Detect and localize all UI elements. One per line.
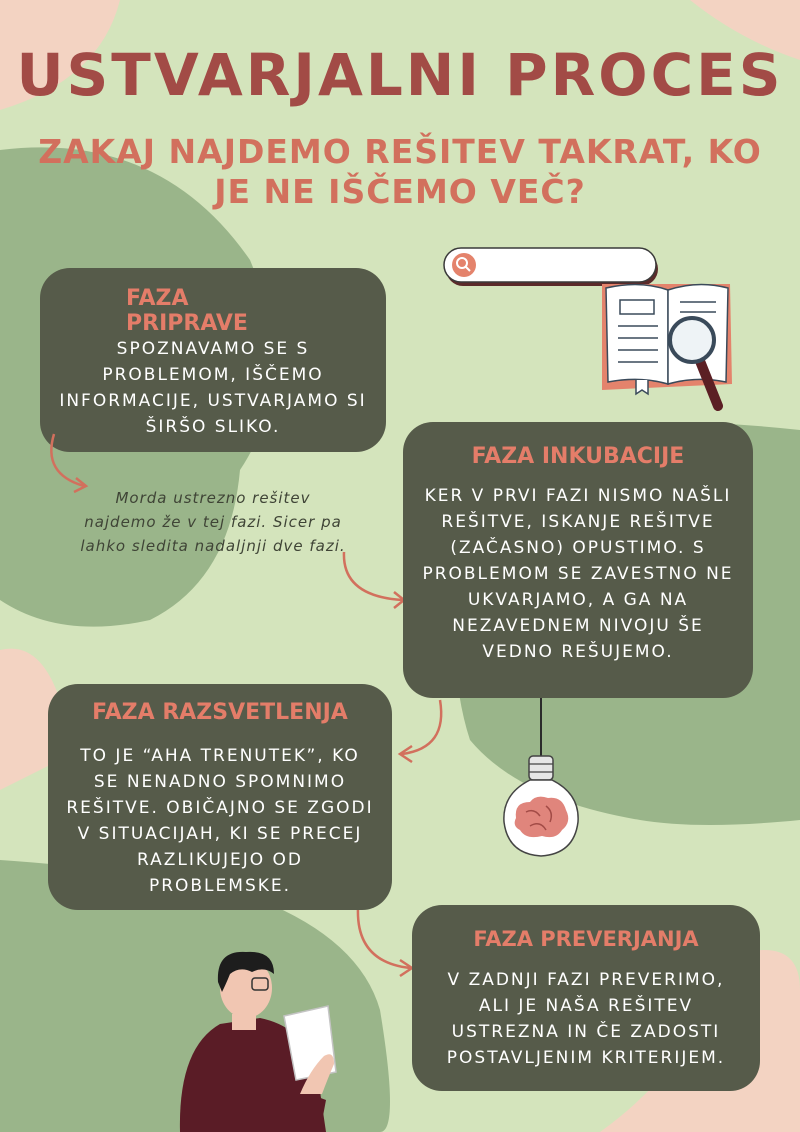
phase-title: FAZA RAZSVETLENJA xyxy=(92,700,348,725)
phase-card-preverjanja xyxy=(412,905,760,1091)
search-bar-icon xyxy=(444,248,658,286)
phase-title: FAZA PREVERJANJA xyxy=(473,927,699,951)
phase-title-line-2: PRIPRAVE xyxy=(126,311,248,336)
phase-body: SPOZNAVAMO SE S PROBLEMOM, IŠČEMO INFORMACIJE, USTVARJAMO SI ŠIRŠO SLIKO. xyxy=(59,339,367,437)
subtitle-line-1: ZAKAJ NAJDEMO REŠITEV TAKRAT, KO xyxy=(38,132,762,171)
phase-body: KER V PRVI FAZI NISMO NAŠLI REŠITVE, ISKANJE REŠITVE (ZAČASNO) OPUSTIMO. S PROBLEMOM SE ZAVESTNO NE UKVARJAMO, A GA NA NEZAVEDNEM NIVOJU ŠE VEDNO REŠUJEMO. xyxy=(422,486,734,662)
note-line-3: lahko sledita nadaljnji dve fazi. xyxy=(80,537,346,555)
note-line-1: Morda ustrezno rešitev xyxy=(115,489,311,507)
search-book-illustration xyxy=(440,244,740,414)
page-title: USTVARJALNI PROCES xyxy=(16,41,784,109)
phase-title xyxy=(126,286,372,336)
phase-card-inkubacije xyxy=(403,422,753,698)
phase-card-razsvetlenja xyxy=(48,684,392,910)
phase-body: V ZADNJI FAZI PREVERIMO, ALI JE NAŠA REŠITEV USTREZNA IN ČE ZADOSTI POSTAVLJENIM KRITERIJEM. xyxy=(446,970,726,1068)
note-text xyxy=(40,486,386,558)
phase-card-priprave xyxy=(40,268,386,452)
subtitle-line-2: JE NE IŠČEMO VEČ? xyxy=(214,172,586,211)
page-subtitle xyxy=(0,132,800,212)
person-reading-icon xyxy=(160,944,350,1132)
lightbulb-brain-icon xyxy=(496,698,586,862)
phase-body: TO JE “AHA TRENUTEK”, KO SE NENADNO SPOMNIMO REŠITVE. OBIČAJNO SE ZGODI V SITUACIJAH, KI SE PRECEJ RAZLIKUJEJO OD PROBLEMSKE. xyxy=(66,746,374,896)
note-line-2: najdemo že v tej fazi. Sicer pa xyxy=(84,513,342,531)
phase-title-line-1: FAZA xyxy=(126,286,189,311)
curved-arrow-icon xyxy=(388,696,458,776)
phase-title: FAZA INKUBACIJE xyxy=(471,444,685,469)
